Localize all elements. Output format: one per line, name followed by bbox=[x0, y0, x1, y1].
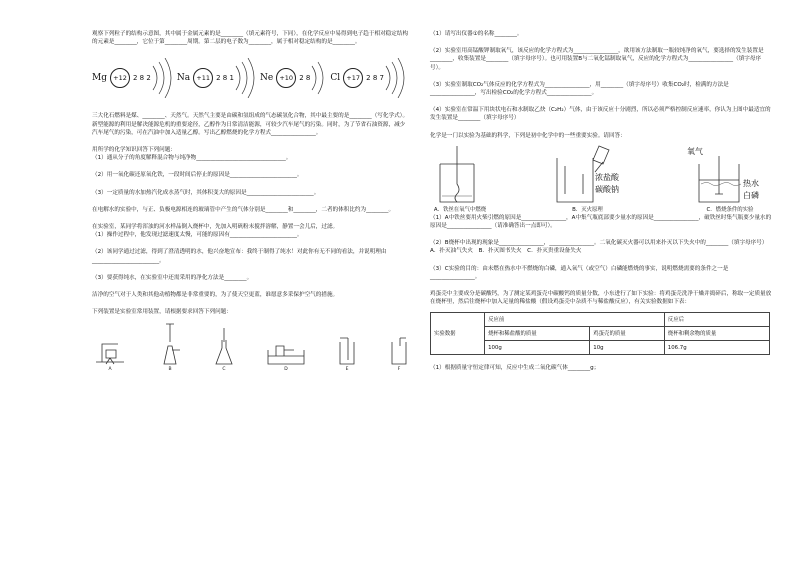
atom-symbol: Ne bbox=[259, 73, 274, 84]
table-cell: 106.7g bbox=[664, 341, 769, 355]
atom-na bbox=[177, 58, 260, 98]
experiments-intro: 化学是一门以实验为基础的科学，下列是初中化学中的一些重要实验。请回答： bbox=[430, 132, 626, 139]
na2co3-label: 碳酸钠 bbox=[594, 184, 619, 194]
shell-arcs-icon bbox=[151, 58, 177, 98]
gas-jar-icon bbox=[336, 336, 358, 366]
question-5-item: （1）操作过程中，他发现过滤速度太慢，可能的原因有________________________。 bbox=[92, 232, 303, 239]
water-trough-icon bbox=[266, 342, 306, 366]
nucleus: +17 bbox=[343, 68, 363, 88]
question-kmno4: （2）实验室用高锰酸钾制取氧气，该反应的化学方程式为________________，欲用该方法制取一瓶较纯净的氧气，要选择的发生装置是________，收集装置是________（填字母序号）。也可用装置B与二氧化锰制取氧气，反应的化学方程式为________________（填字母序号）。 bbox=[430, 48, 764, 71]
atom-mg bbox=[92, 58, 177, 98]
nucleus: +12 bbox=[110, 68, 130, 88]
shell-arcs-icon bbox=[234, 58, 260, 98]
atom-diagrams bbox=[92, 54, 410, 102]
electron-shells: 2 8 2 bbox=[132, 74, 151, 83]
table-cell: 10g bbox=[590, 341, 665, 355]
question-co2-mass: （1）根据质量守恒定律可知，反应中生成二氧化碳气体________g； bbox=[430, 365, 600, 372]
question-beaker-b-options: A．扑灭油气失火 B．扑灭图书失火 C．扑灭贵重设备失火 bbox=[430, 248, 582, 255]
question-3-intro: 用所学的化学知识回答下列问题： bbox=[92, 147, 176, 154]
electron-shells: 2 8 1 bbox=[216, 74, 234, 83]
table-before-header: 反应前 bbox=[485, 313, 665, 327]
electron-shells: 2 8 bbox=[299, 74, 311, 83]
flask-funnel-icon bbox=[158, 322, 182, 366]
atom-symbol: Mg bbox=[92, 73, 107, 84]
question-fossil-fuels: 三大化石燃料是煤、________、天然气。天然气主要是由碳和氢组成的气态碳氢化合物，其中最主要的是________（写化学式）。新型能源的利用是解决能源危机的重要途径，乙醇作为日常清洁能源，可较少汽车尾气的污染。同时，为了节省石油资源，减少汽车尾气的污染，可在汽油中加入适量乙醇。写出乙醇燃烧的化学方程式________________。 bbox=[92, 113, 409, 136]
apparatus-label: E bbox=[345, 367, 349, 373]
apparatus-a bbox=[92, 332, 128, 374]
table-cell: 100g bbox=[485, 341, 590, 355]
question-3-item: （2）用一氧化碳还原氧化铁，一段时间后停止的原因是________________________。 bbox=[92, 172, 303, 179]
apparatus-f bbox=[388, 336, 410, 374]
question-3-item: （1）通从分子的角度解释混合物与纯净物________________________________。 bbox=[92, 155, 292, 162]
experiment-figures bbox=[430, 144, 775, 214]
question-instrument-name: （1）请写出仪器①的名称________。 bbox=[430, 31, 523, 37]
question-atom-structure: 观察下列粒子的结构示意图，其中属于金属元素的是________（填元素符号，下同），在化学反应中易得到电子趋于相对稳定结构的元素是________，它位于第________周期。第二层的电子数为________，属于相对稳定结构的是________。 bbox=[92, 31, 409, 46]
atom-cl bbox=[330, 58, 410, 98]
question-co2: （3）实验室制取CO₂气体反应的化学方程式为________________，用________（填字母序号）收集CO₂时，检满的方法是________________，写出检验CO₂的化学方程式________________。 bbox=[430, 81, 729, 97]
apparatus-label: B bbox=[168, 367, 172, 373]
table-col-header: 鸡蛋壳的质量 bbox=[590, 327, 665, 341]
apparatus-label: C bbox=[222, 367, 226, 373]
shell-arcs-icon bbox=[384, 58, 410, 98]
atom-symbol: Na bbox=[176, 73, 191, 84]
right-column bbox=[430, 30, 775, 373]
question-iron-wire: （1）A中铁丝要用火柴引燃的原因是________________，A中集气瓶底部要少量水的原因是________________，破铁丝时集气瓶要少量水的原因是________________（请准确答出一点即可）。 bbox=[430, 214, 772, 230]
table-col-header: 烧杯和稀盐酸的质量 bbox=[485, 327, 590, 341]
apparatus-d bbox=[266, 342, 306, 374]
heating-apparatus-icon bbox=[92, 332, 128, 366]
apparatus-row bbox=[92, 324, 410, 374]
table-after-header: 反应后 bbox=[664, 313, 769, 327]
left-column bbox=[92, 30, 410, 374]
conical-flask-icon bbox=[212, 326, 236, 366]
iron-wire-combustion-icon bbox=[430, 144, 490, 206]
experiment-caption: B．灭火原理 bbox=[572, 206, 603, 213]
apparatus-label: F bbox=[397, 367, 401, 373]
question-acetylene: （4）实验室在常温下用块状电石和水制取乙炔（C₂H₂）气体，由于该反应十分剧烈，所以必须严格控制反应速率，你认为上图中最适宜的发生装置是________（填字母序号） bbox=[430, 107, 771, 122]
apparatus-e bbox=[336, 336, 358, 374]
experiment-c bbox=[685, 144, 775, 214]
experiment-caption: C．燃烧条件的实验 bbox=[706, 206, 754, 213]
question-electrolysis: 在电解水的实验中，与正、负极电源相连的玻璃管中产生的气体分别是________和________，二者的体积比约为________。 bbox=[92, 206, 395, 213]
oxygen-label: 氧气 bbox=[687, 146, 703, 156]
combustion-conditions-icon bbox=[685, 144, 775, 206]
experiment-b bbox=[543, 144, 633, 214]
atom-symbol: Cl bbox=[330, 73, 341, 84]
table-col-header: 烧杯和剩余物的质量 bbox=[664, 327, 769, 341]
question-beaker-b: （2）B烧杯中出现的现象是________________，________________。二氧化碳灭火器可以用来扑灭以下失火中的________（填字母序号） bbox=[430, 240, 768, 247]
shell-arcs-icon bbox=[310, 58, 330, 98]
hcl-label: 浓盐酸 bbox=[594, 172, 619, 182]
question-5-item: （3）要获得纯水，在实验室中还需采用的净化方法是________。 bbox=[92, 274, 253, 281]
gas-jar-icon bbox=[388, 336, 410, 366]
data-table bbox=[430, 312, 770, 355]
air-note: 洁净的空气对于人类和其他动植物都是非常重要的，为了使天空更蓝，谁愿意多采保护空气的措施。 bbox=[92, 292, 339, 299]
question-experiment-c: （3）C实验的目的：由未燃在热水中不燃烧的白磷，通入氧气（或空气）白磷能燃烧的事实，说明燃烧需要的条件之一是________________。 bbox=[430, 265, 729, 280]
fire-extinguishing-icon bbox=[543, 144, 633, 206]
nucleus: +10 bbox=[276, 68, 296, 88]
question-water-purification: 在实验室，某同学将浑浊的河水样品倒入烧杯中，先加入明矾粉末搅拌溶解，静置一会儿后，过滤。 bbox=[92, 224, 339, 231]
white-phosphorus-label: 白磷 bbox=[743, 190, 759, 200]
question-apparatus-intro: 下列装置是实验室常用装置，请根据要求回答下列问题： bbox=[92, 309, 232, 316]
electron-shells: 2 8 7 bbox=[366, 74, 384, 83]
apparatus-c bbox=[212, 326, 236, 374]
nucleus: +11 bbox=[193, 68, 213, 88]
experiment-a bbox=[430, 144, 490, 214]
question-5-item: （2）该同学通过过滤，得到了澄清透明的水，他兴奋地宣布：我终于制得了纯水！对此你有无不同的看法，并说明理由________________________。 bbox=[92, 249, 387, 264]
question-3-item: （3）一定质量的水加热汽化成水蒸气时，其体积变大的原因是________________________。 bbox=[92, 189, 320, 196]
table-row-header: 实验数据 bbox=[431, 313, 485, 355]
apparatus-label: D bbox=[284, 367, 288, 373]
hot-water-label: 热水 bbox=[743, 178, 759, 188]
atom-ne bbox=[260, 58, 330, 98]
apparatus-b bbox=[158, 322, 182, 374]
apparatus-label: A bbox=[108, 367, 112, 373]
experiment-caption: A．铁丝在氧气中燃烧 bbox=[433, 206, 487, 213]
eggshell-intro: 鸡蛋壳中主要成分是碳酸钙，为了测定某鸡蛋壳中碳酸钙的质量分数，小东进行了如下实验：将鸡蛋壳洗净干燥并捣碎后，称取一定质量放在烧杯里，然后往烧杯中加入足量的稀盐酸（假设鸡蛋壳中杂质不与稀盐酸反应），有关实验数据如下表： bbox=[430, 291, 772, 306]
